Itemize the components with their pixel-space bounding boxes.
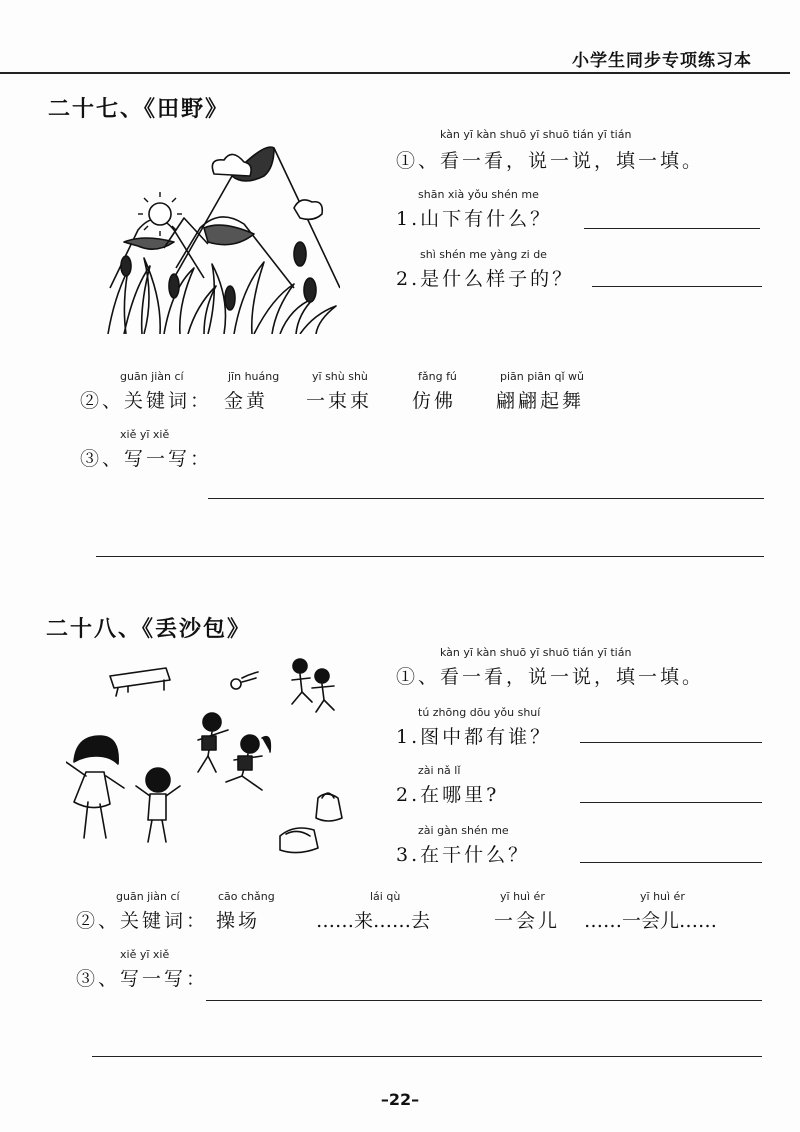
s27-q2-answer-line[interactable]: [592, 286, 762, 287]
s28-q3-pinyin: zài gàn shén me: [418, 824, 509, 837]
s28-write-pinyin: xiě yī xiě: [120, 948, 170, 961]
s27-write-line-1[interactable]: [208, 498, 764, 499]
s27-kw2: 一束束: [306, 390, 373, 412]
section-28-title: 二十八、《丢沙包》: [46, 616, 252, 642]
s28-kw1-pinyin: cāo chǎng: [218, 890, 275, 903]
s28-write-line-2[interactable]: [92, 1056, 762, 1057]
s27-kw-label-pinyin: guān jiàn cí: [120, 370, 184, 383]
s28-kw4: ……一会儿……: [584, 910, 718, 932]
s27-kw1-pinyin: jīn huáng: [228, 370, 280, 383]
s27-q2-pinyin: shì shén me yàng zi de: [420, 248, 547, 261]
s27-q1-pinyin: shān xià yǒu shén me: [418, 188, 539, 201]
s28-q1-text: 1.图中都有谁？: [396, 726, 553, 748]
s27-write-label: ③、写一写：: [80, 448, 213, 470]
s27-kw1: 金黄: [224, 390, 269, 412]
s27-kw3: 仿佛: [412, 390, 457, 412]
s28-write-line-1[interactable]: [206, 1000, 762, 1001]
s28-task1-instruction: ①、看一看，说一说，填一填。: [396, 666, 705, 688]
s27-q1-text: 1.山下有什么？: [396, 208, 553, 230]
field-illustration: [104, 138, 340, 334]
playground-illustration: [66, 652, 366, 856]
s28-q1-answer-line[interactable]: [580, 742, 762, 743]
s27-task1-instruction: ①、看一看，说一说，填一填。: [396, 150, 705, 172]
book-title: 小学生同步专项练习本: [572, 51, 752, 71]
s27-kw-label: ②、关键词：: [80, 390, 213, 412]
s27-q1-answer-line[interactable]: [584, 228, 760, 229]
s28-q2-answer-line[interactable]: [580, 802, 762, 803]
header-rule: [0, 72, 790, 74]
s28-q1-pinyin: tú zhōng dōu yǒu shuí: [418, 706, 541, 719]
s27-kw4-pinyin: piān piān qǐ wǔ: [500, 370, 584, 383]
s28-kw3: 一会儿: [494, 910, 561, 932]
s27-write-line-2[interactable]: [96, 556, 764, 557]
s27-kw2-pinyin: yī shù shù: [312, 370, 368, 383]
s28-kw4-pinyin: yī huì ér: [640, 890, 685, 903]
page-number: –22–: [380, 1090, 420, 1109]
s28-kw-label: ②、关键词：: [76, 910, 209, 932]
s28-kw2-pinyin: lái qù: [370, 890, 401, 903]
s28-q3-answer-line[interactable]: [580, 862, 762, 863]
s27-task1-pinyin: kàn yī kàn shuō yī shuō tián yī tián: [440, 128, 632, 141]
s28-task1-pinyin: kàn yī kàn shuō yī shuō tián yī tián: [440, 646, 632, 659]
s28-q3-text: 3.在干什么？: [396, 844, 531, 866]
s28-q2-text: 2.在哪里?: [396, 784, 500, 806]
s28-kw2: ……来……去: [316, 910, 431, 932]
s27-kw3-pinyin: fǎng fú: [418, 370, 457, 383]
s27-kw4: 翩翩起舞: [496, 390, 585, 412]
s28-kw3-pinyin: yī huì ér: [500, 890, 545, 903]
s27-write-pinyin: xiě yī xiě: [120, 428, 170, 441]
s27-q2-text: 2.是什么样子的？: [396, 268, 575, 290]
s28-kw1: 操场: [216, 910, 261, 932]
s28-kw-label-pinyin: guān jiàn cí: [116, 890, 180, 903]
s28-write-label: ③、写一写：: [76, 968, 209, 990]
s28-q2-pinyin: zài nǎ lǐ: [418, 764, 461, 777]
section-27-title: 二十七、《田野》: [48, 96, 230, 122]
